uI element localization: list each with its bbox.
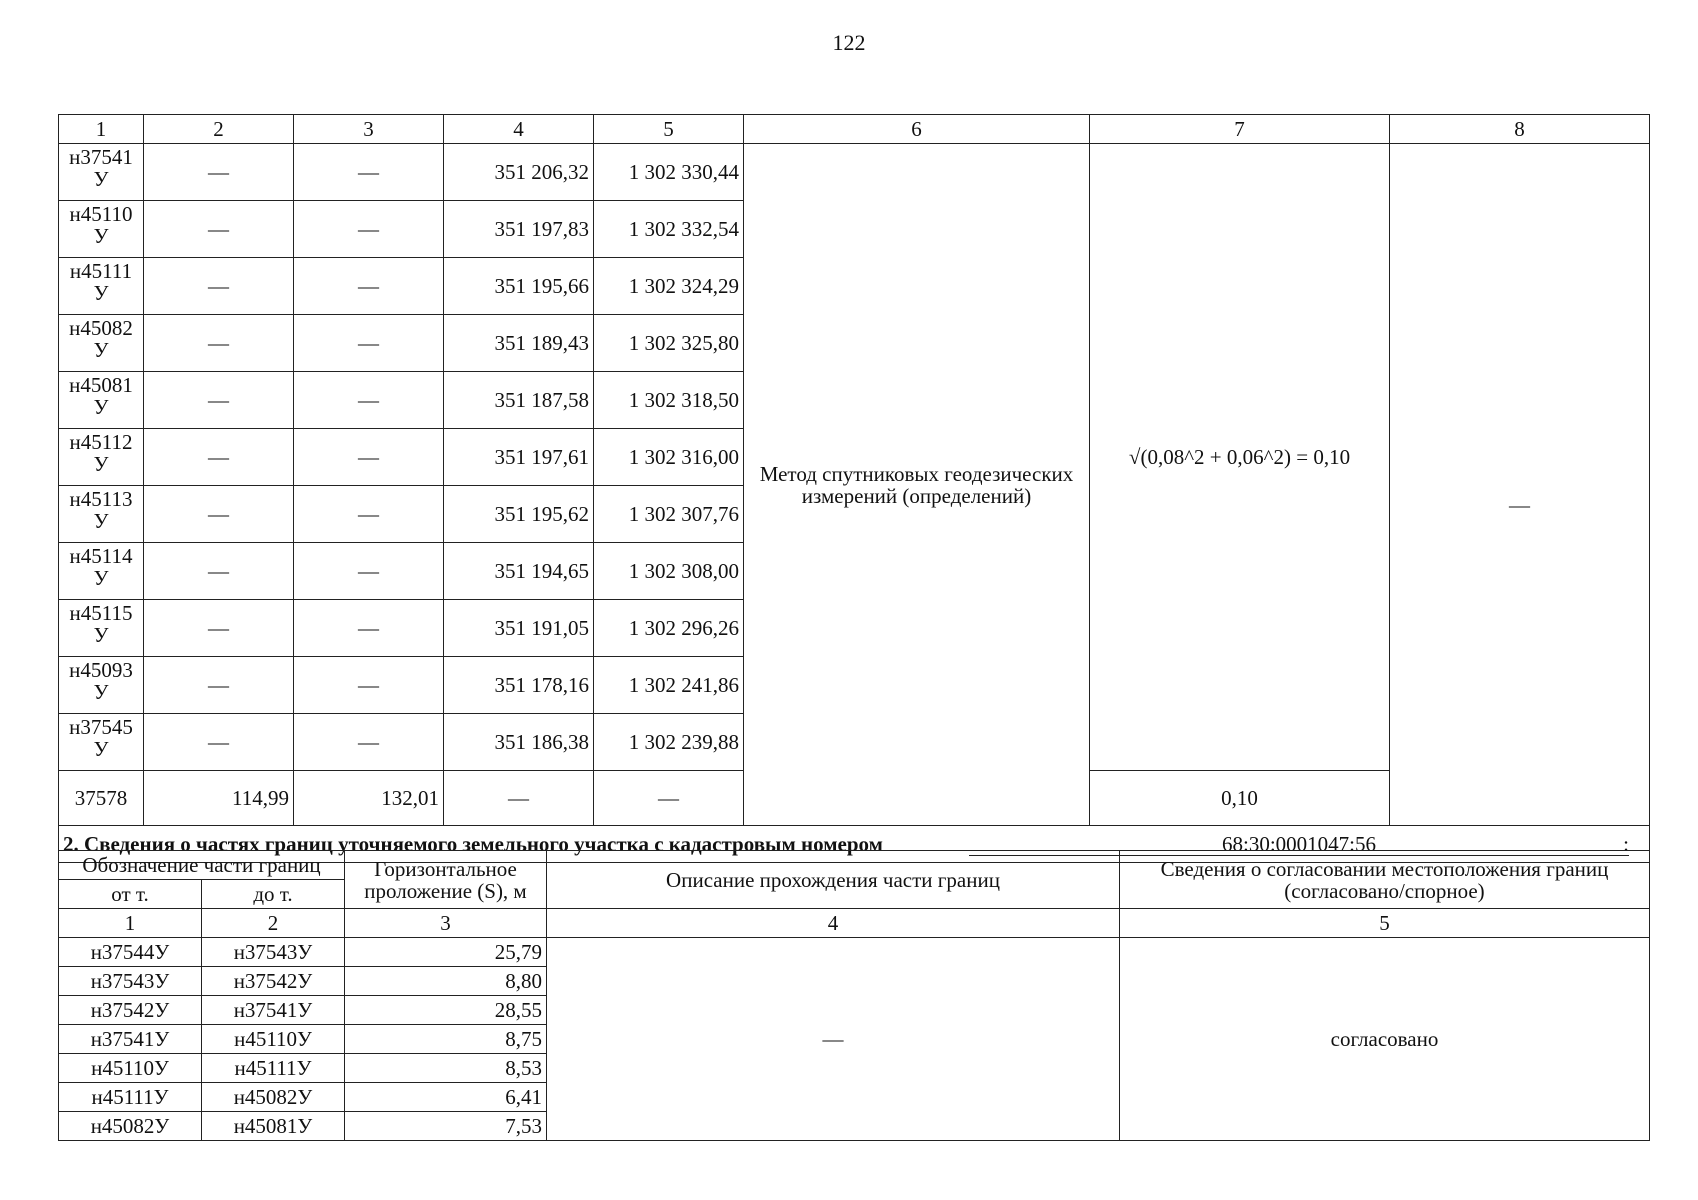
from-point: н45111У (59, 1083, 202, 1112)
distance-value: 8,53 (345, 1054, 547, 1083)
from-point: н45082У (59, 1112, 202, 1141)
to-point: н45082У (202, 1083, 345, 1112)
point-id: н45113 (69, 487, 133, 511)
cell-col3: — (294, 657, 444, 714)
distance-value: 7,53 (345, 1112, 547, 1141)
cell-col2: — (144, 258, 294, 315)
col8-cell: — (1390, 144, 1650, 826)
x-coordinate: 351 178,16 (444, 657, 594, 714)
point-suffix: У (93, 566, 109, 590)
y-coordinate: 1 302 316,00 (594, 429, 744, 486)
agreement-cell: согласовано (1120, 938, 1650, 1141)
point-suffix: У (93, 680, 109, 704)
point-id: н45081 (69, 373, 133, 397)
column-number: 1 (59, 909, 202, 938)
column-header: 3 (294, 115, 444, 144)
from-point: н37541У (59, 1025, 202, 1054)
from-point-header: от т. (59, 880, 202, 909)
distance-value: 6,41 (345, 1083, 547, 1112)
to-point: н45111У (202, 1054, 345, 1083)
y-coordinate: 1 302 239,88 (594, 714, 744, 771)
point-id: н37545 (69, 715, 133, 739)
x-coordinate: 351 197,83 (444, 201, 594, 258)
to-point: н37543У (202, 938, 345, 967)
cell-col2: — (144, 600, 294, 657)
cell-col3: 132,01 (294, 771, 444, 826)
x-coordinate: 351 195,66 (444, 258, 594, 315)
cell-col2: — (144, 315, 294, 372)
y-coordinate: 1 302 308,00 (594, 543, 744, 600)
cell-col2: — (144, 429, 294, 486)
from-point: н45110У (59, 1054, 202, 1083)
description-header: Описание прохождения части границ (547, 851, 1120, 909)
x-coordinate: 351 187,58 (444, 372, 594, 429)
agreement-header: Сведения о согласовании местоположения границ (согласовано/спорное) (1120, 851, 1650, 909)
point-suffix: У (93, 623, 109, 647)
cell-col2: — (144, 201, 294, 258)
y-coordinate: 1 302 296,26 (594, 600, 744, 657)
boundary-parts-table (58, 850, 1650, 1141)
cell-col2: — (144, 657, 294, 714)
point-id: н37541 (69, 145, 133, 169)
y-coordinate: 1 302 332,54 (594, 201, 744, 258)
column-header: 2 (144, 115, 294, 144)
cell-col3: — (294, 144, 444, 201)
table-header-row (59, 115, 1650, 144)
x-coordinate: 351 195,62 (444, 486, 594, 543)
table-row (59, 938, 1650, 967)
cell-col3: — (294, 486, 444, 543)
distance-header: Горизонтальное проложение (S), м (345, 851, 547, 909)
y-coordinate: — (594, 771, 744, 826)
cadastral-number: 68:30:0001047:56 (969, 833, 1629, 856)
column-header: 7 (1090, 115, 1390, 144)
distance-value: 28,55 (345, 996, 547, 1025)
cell-col3: — (294, 258, 444, 315)
point-id: н45093 (69, 658, 133, 682)
point-id: н45114 (69, 544, 133, 568)
from-point: н37544У (59, 938, 202, 967)
distance-value: 8,75 (345, 1025, 547, 1054)
point-id-cell (59, 201, 144, 258)
point-suffix: У (93, 224, 109, 248)
x-coordinate: 351 206,32 (444, 144, 594, 201)
to-point: н45110У (202, 1025, 345, 1054)
point-id-cell (59, 486, 144, 543)
cell-col2: — (144, 486, 294, 543)
x-coordinate: — (444, 771, 594, 826)
cell-col3: — (294, 714, 444, 771)
point-id-cell (59, 543, 144, 600)
point-id-cell (59, 714, 144, 771)
distance-value: 8,80 (345, 967, 547, 996)
point-id: н45111 (69, 259, 133, 283)
point-id-cell (59, 600, 144, 657)
column-header: 1 (59, 115, 144, 144)
section-2-title: 2. Сведения о частях границ уточняемого земельного участка с кадастровым номером (63, 832, 883, 856)
y-coordinate: 1 302 324,29 (594, 258, 744, 315)
point-id-cell (59, 144, 144, 201)
point-id: н45082 (69, 316, 133, 340)
cell-col2: — (144, 372, 294, 429)
x-coordinate: 351 191,05 (444, 600, 594, 657)
column-header: 6 (744, 115, 1090, 144)
column-number: 3 (345, 909, 547, 938)
point-suffix: У (93, 737, 109, 761)
table-row (59, 144, 1650, 201)
cell-col3: — (294, 372, 444, 429)
y-coordinate: 1 302 325,80 (594, 315, 744, 372)
y-coordinate: 1 302 318,50 (594, 372, 744, 429)
distance-value: 25,79 (345, 938, 547, 967)
point-id-cell (59, 657, 144, 714)
column-header: 4 (444, 115, 594, 144)
x-coordinate: 351 189,43 (444, 315, 594, 372)
column-number: 2 (202, 909, 345, 938)
column-number: 5 (1120, 909, 1650, 938)
accuracy-value: 0,10 (1090, 771, 1390, 826)
y-coordinate: 1 302 241,86 (594, 657, 744, 714)
to-point: н37542У (202, 967, 345, 996)
point-id-cell (59, 429, 144, 486)
point-id-cell (59, 315, 144, 372)
accuracy-formula-cell: √(0,08^2 + 0,06^2) = 0,10 (1090, 144, 1390, 771)
column-header: 5 (594, 115, 744, 144)
y-coordinate: 1 302 307,76 (594, 486, 744, 543)
from-point: н37542У (59, 996, 202, 1025)
to-point: н45081У (202, 1112, 345, 1141)
cell-col3: — (294, 315, 444, 372)
x-coordinate: 351 186,38 (444, 714, 594, 771)
to-point: н37541У (202, 996, 345, 1025)
point-suffix: У (93, 395, 109, 419)
page-number: 122 (832, 30, 866, 55)
to-point-header: до т. (202, 880, 345, 909)
point-suffix: У (93, 167, 109, 191)
point-id-cell (59, 372, 144, 429)
coordinates-table (58, 114, 1650, 863)
method-cell: Метод спутниковых геодезических измерений (определений) (744, 144, 1090, 826)
cell-col3: — (294, 543, 444, 600)
point-suffix: У (93, 281, 109, 305)
column-number: 4 (547, 909, 1120, 938)
description-cell: — (547, 938, 1120, 1141)
table-header-row (59, 851, 1650, 880)
y-coordinate: 1 302 330,44 (594, 144, 744, 201)
point-id: н45115 (69, 601, 133, 625)
point-id: 37578 (59, 771, 144, 826)
point-id-cell (59, 258, 144, 315)
cell-col3: — (294, 429, 444, 486)
x-coordinate: 351 194,65 (444, 543, 594, 600)
cell-col2: 114,99 (144, 771, 294, 826)
colon: : (1623, 832, 1629, 856)
from-point: н37543У (59, 967, 202, 996)
point-suffix: У (93, 509, 109, 533)
column-number-row (59, 909, 1650, 938)
column-header: 8 (1390, 115, 1650, 144)
cell-col2: — (144, 144, 294, 201)
part-designation-header: Обозначение части границ (59, 851, 345, 880)
cell-col3: — (294, 201, 444, 258)
point-suffix: У (93, 452, 109, 476)
cell-col2: — (144, 714, 294, 771)
point-suffix: У (93, 338, 109, 362)
point-id: н45110 (69, 202, 133, 226)
point-id: н45112 (69, 430, 133, 454)
x-coordinate: 351 197,61 (444, 429, 594, 486)
cell-col2: — (144, 543, 294, 600)
cell-col3: — (294, 600, 444, 657)
